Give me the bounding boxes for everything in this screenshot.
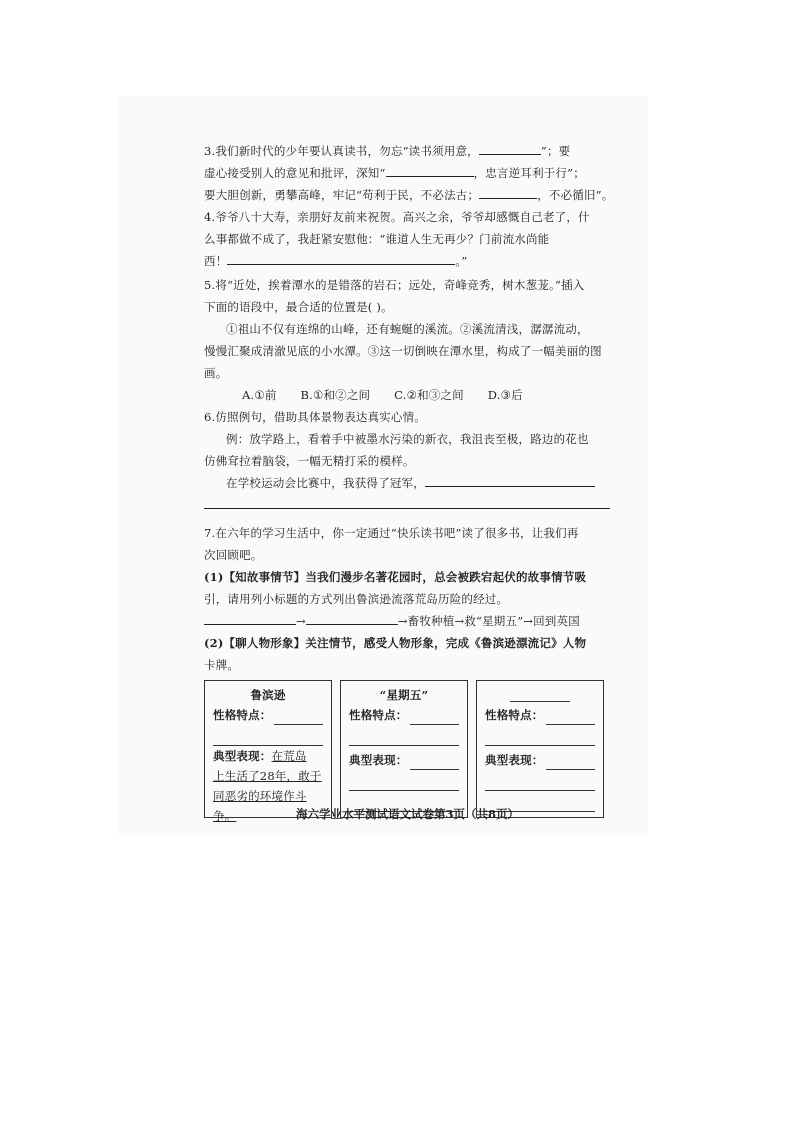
performance-example: 争。 xyxy=(213,809,237,823)
trait-blank-line[interactable] xyxy=(485,725,595,746)
q4-text: 西！ xyxy=(204,254,228,268)
question-5 xyxy=(204,274,616,406)
q3-text: 虚心接受别人的意见和批评，深知“ xyxy=(204,166,386,180)
card-title: “星期五” xyxy=(379,688,429,702)
performance-example: 在荒岛 xyxy=(271,749,307,763)
q7-flow-text: →畜牧种植→救“星期五”→回到英国 xyxy=(397,614,580,628)
trait-label: 性格特点： xyxy=(349,708,408,722)
q3-text: ”；要 xyxy=(540,144,571,158)
performance-label: 典型表现： xyxy=(349,753,408,767)
q5-option-a[interactable]: A.①前 xyxy=(242,388,277,402)
trait-blank[interactable] xyxy=(274,710,324,725)
q5-options xyxy=(204,384,616,406)
q6-blank-1[interactable] xyxy=(425,472,595,487)
character-card-friday xyxy=(340,680,468,818)
question-6 xyxy=(204,406,616,516)
q3-text: 要大胆创新，勇攀高峰，牢记“苟利于民，不必法古； xyxy=(204,188,480,202)
q6-text: 仿佛耷拉着脑袋，一幅无精打采的模样。 xyxy=(204,454,415,468)
q7-flow-blank-1[interactable] xyxy=(204,610,296,625)
q7-text: 7.在六年的学习生活中，你一定通过“快乐读书吧”读了很多书，让我们再 xyxy=(204,526,579,540)
performance-blank-line[interactable] xyxy=(485,770,595,791)
q6-text: 例：放学路上，看着手中被墨水污染的新衣，我沮丧至极，路边的花也 xyxy=(226,432,589,446)
flow-arrow: → xyxy=(296,614,306,628)
q3-blank-2[interactable] xyxy=(386,162,474,177)
q7-part2-text: 卡牌。 xyxy=(204,658,240,672)
q4-text: 。” xyxy=(455,254,468,268)
q5-text: ①祖山不仅有连绵的山峰，还有蜿蜒的溪流。②溪流清浅，潺潺流动， xyxy=(226,322,589,336)
q5-text: 画。 xyxy=(204,366,228,380)
question-7 xyxy=(204,522,616,823)
q7-flow-blank-2[interactable] xyxy=(306,610,398,625)
q5-text: 慢慢汇聚成清澈见底的小水潭。③这一切倒映在潭水里，构成了一幅美丽的图 xyxy=(204,344,602,358)
q4-text: 4.爷爷八十大寿，亲朋好友前来祝贺。高兴之余，爷爷却感慨自己老了，什 xyxy=(204,210,590,224)
q5-option-c[interactable]: C.②和③之间 xyxy=(394,388,464,402)
performance-blank-line[interactable] xyxy=(349,770,459,791)
performance-blank[interactable] xyxy=(410,755,460,770)
page-footer: 海六学业水平测试语文试卷第3页（共8页） xyxy=(296,807,520,821)
performance-example: 同恶劣的环境作斗 xyxy=(213,789,307,803)
performance-example: 上生活了28年，敢于 xyxy=(213,769,322,783)
q7-part1-text: 引，请用列小标题的方式列出鲁滨逊流落荒岛历险的经过。 xyxy=(204,592,509,606)
q5-text: 5.将“近处，挨着潭水的是错落的岩石；远处，奇峰竞秀，树木葱茏。”插入 xyxy=(204,278,585,292)
trait-label: 性格特点： xyxy=(485,708,544,722)
q6-text: 6.仿照例句，借助具体景物表达真实心情。 xyxy=(204,410,426,424)
q7-text: 次回顾吧。 xyxy=(204,548,263,562)
q5-option-d[interactable]: D.③后 xyxy=(487,388,523,402)
q7-flow xyxy=(204,610,616,632)
q6-blank-2[interactable] xyxy=(204,494,610,509)
question-4 xyxy=(204,206,616,272)
q3-text: ，忠言逆耳利于行”； xyxy=(473,166,585,180)
q3-blank-1[interactable] xyxy=(479,140,541,155)
q6-text: 在学校运动会比赛中，我获得了冠军， xyxy=(226,476,425,490)
card-title: 鲁滨逊 xyxy=(250,688,286,702)
question-3 xyxy=(204,140,616,206)
q5-text: 下面的语段中，最合适的位置是( )。 xyxy=(204,300,393,314)
q5-option-b[interactable]: B.①和②之间 xyxy=(300,388,371,402)
performance-blank[interactable] xyxy=(546,755,596,770)
q7-part1-text: (1)【知故事情节】当我们漫步名著花园时，总会被跌宕起伏的故事情节吸 xyxy=(204,570,587,584)
character-card-custom xyxy=(476,680,604,818)
trait-blank[interactable] xyxy=(546,710,596,725)
trait-blank-line[interactable] xyxy=(349,725,459,746)
q4-text: 么事都做不成了，我赶紧安慰他：“谁道人生无再少？门前流水尚能 xyxy=(204,232,550,246)
q4-blank[interactable] xyxy=(227,250,455,265)
trait-label: 性格特点： xyxy=(213,708,272,722)
card-title-blank[interactable] xyxy=(485,685,595,705)
character-card-robinson xyxy=(204,680,332,823)
q3-blank-3[interactable] xyxy=(479,184,537,199)
character-cards xyxy=(204,680,616,823)
performance-label: 典型表现： xyxy=(213,749,272,763)
q7-part2-text: (2)【聊人物形象】关注情节，感受人物形象，完成《鲁滨逊漂流记》人物 xyxy=(204,636,587,650)
trait-blank[interactable] xyxy=(410,710,460,725)
performance-label: 典型表现： xyxy=(485,753,544,767)
exam-sheet xyxy=(204,140,616,823)
q3-text: 3.我们新时代的少年要认真读书，勿忘“读书须用意， xyxy=(204,144,479,158)
q3-text: ，不必循旧”。 xyxy=(537,188,614,202)
trait-blank-line[interactable] xyxy=(213,725,323,746)
